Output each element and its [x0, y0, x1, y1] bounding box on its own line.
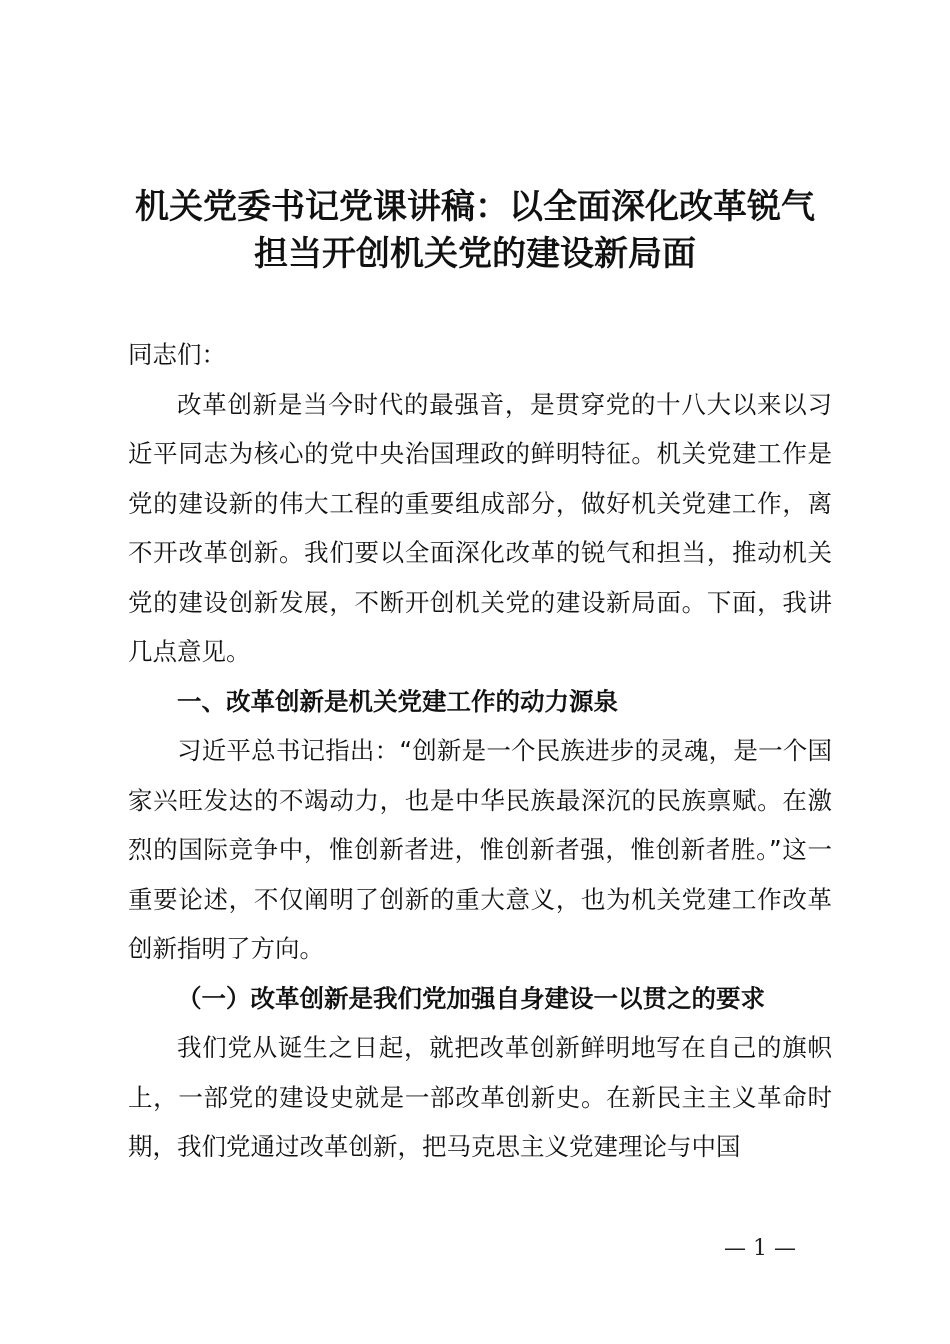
- paragraph-quote: 习近平总书记指出：“创新是一个民族进步的灵魂，是一个国家兴旺发达的不竭动力，也是中华民族最深沉的民族禀赋。在激烈的国际竞争中，惟创新者进，惟创新者强，惟创新者胜。”这一重要论述，不仅阐明了创新的重大意义，也为机关党建工作改革创新指明了方向。: [128, 736, 832, 963]
- page-number: — 1 —: [724, 1236, 796, 1261]
- section-heading-1: 一、改革创新是机关党建工作的动力源泉: [177, 686, 618, 716]
- paragraph-intro: 改革创新是当今时代的最强音，是贯穿党的十八大以来以习近平同志为核心的党中央治国理政的鲜明特征。机关党建工作是党的建设新的伟大工程的重要组成部分，做好机关党建工作，离不开改革创新。我们要以全面深化改革的锐气和担当，推动机关党的建设创新发展，不断开创机关党的建设新局面。下面，我讲几点意见。: [128, 389, 832, 666]
- document-title-line-2: 担当开创机关党的建设新局面: [254, 234, 696, 274]
- subsection-heading-1: （一）改革创新是我们党加强自身建设一以贯之的要求: [177, 983, 765, 1013]
- salutation: 同志们：: [128, 340, 226, 369]
- paragraph-history: 我们党从诞生之日起，就把改革创新鲜明地写在自己的旗帜上，一部党的建设史就是一部改革创新史。在新民主主义革命时期，我们党通过改革创新，把马克思主义党建理论与中国: [128, 1033, 832, 1161]
- document-body: [128, 330, 832, 1172]
- document-title-line-1: 机关党委书记党课讲稿：以全面深化改革锐气: [135, 187, 815, 227]
